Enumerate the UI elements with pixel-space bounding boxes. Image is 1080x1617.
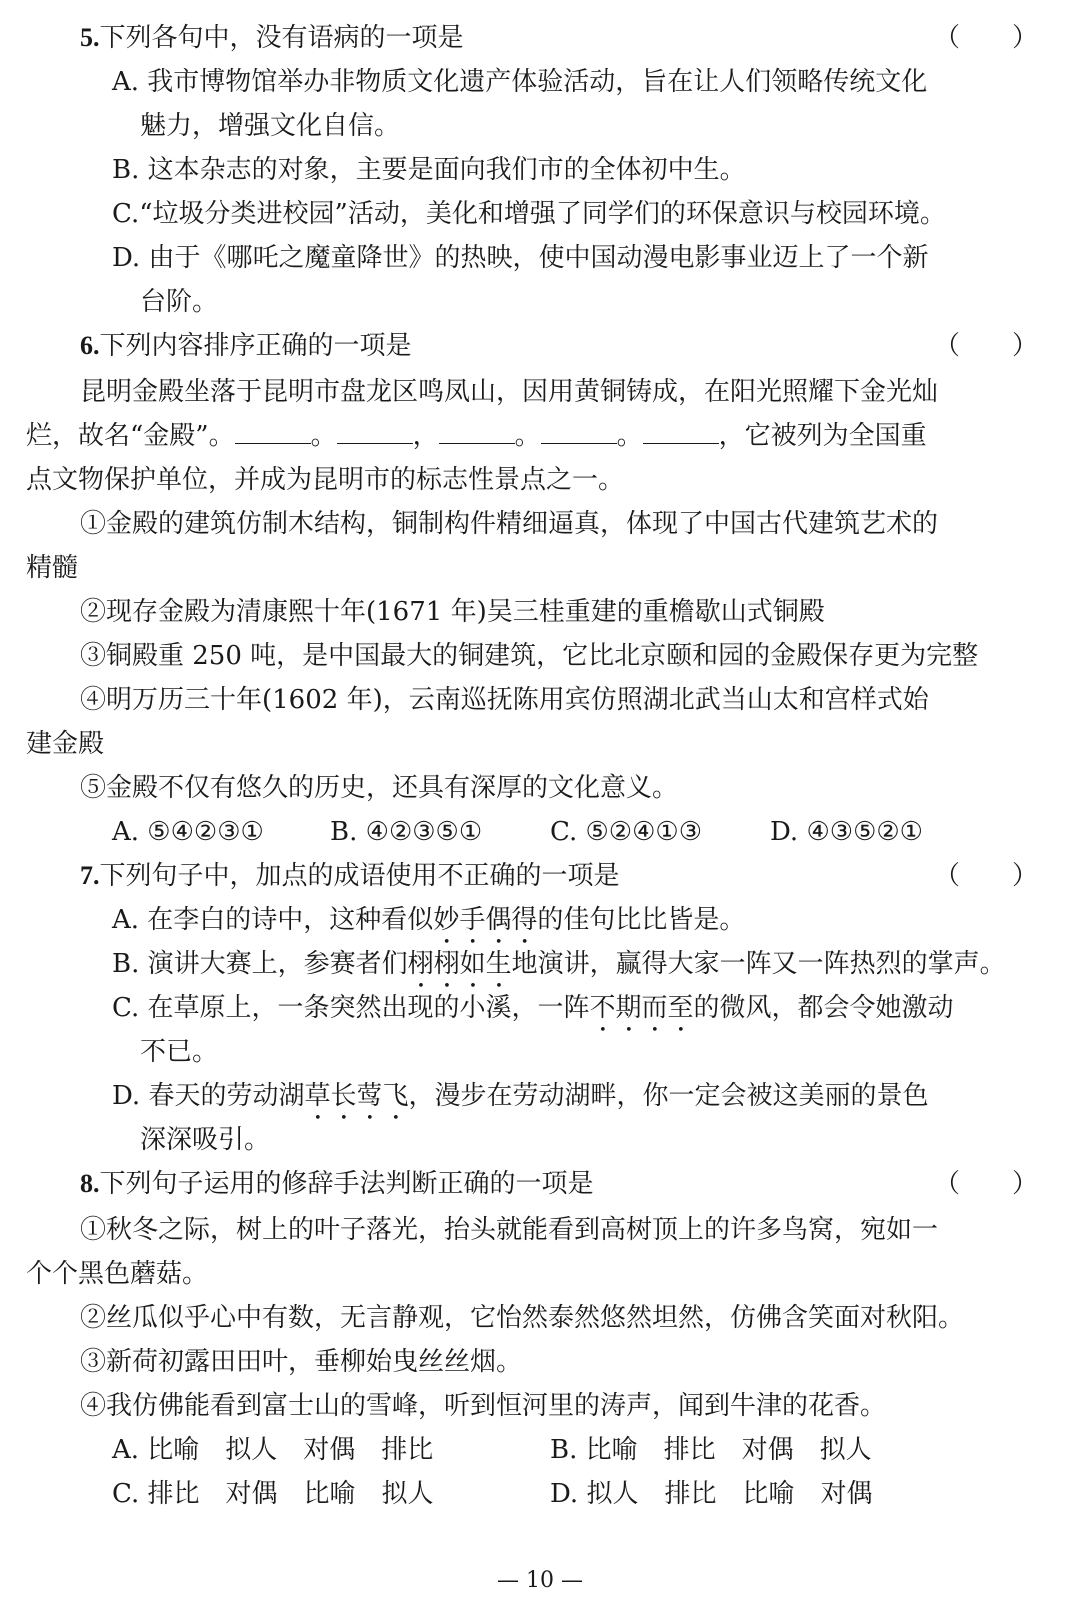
q6-blank-5[interactable] [643,423,719,444]
q6-blank-1[interactable] [235,423,311,444]
q6-stem-text: 下列内容排序正确的一项是 [99,331,412,361]
q5-option-a: A. 我市博物馆举办非物质文化遗产体验活动，旨在让人们领略传统文化 [112,67,928,97]
q6-sentence-2: ②现存金殿为清康熙十年(1671 年)吴三桂重建的重檐歇山式铜殿 [80,597,825,627]
q6-number: 6. [80,331,100,360]
q5-option-c: C.“垃圾分类进校园”活动，美化和增强了同学们的环保意识与校园环境。 [112,199,946,229]
q7-option-d-cont: 深深吸引。 [140,1125,271,1155]
q6-blank-4[interactable] [541,423,617,444]
q7-stem [80,858,620,894]
q6-blank-2[interactable] [337,423,413,444]
q6-passage-line3: 点文物保护单位，并成为昆明市的标志性景点之一。 [26,465,625,495]
q6-sentence-3: ③铜殿重 250 吨，是中国最大的铜建筑，它比北京颐和园的金殿保存更为完整 [80,641,979,671]
q6-passage-line2-start: 烂，故名“金殿”。 [26,421,235,451]
q5-option-d-cont: 台阶。 [140,287,219,317]
q7-b-idiom: 栩栩如生 [407,949,512,979]
q7-option-a [112,902,745,950]
q7-number: 7. [80,861,100,890]
q7-stem-text: 下列句子中，加点的成语使用不正确的一项是 [99,861,620,891]
q8-number: 8. [80,1169,100,1198]
q5-option-b: B. 这本杂志的对象，主要是面向我们市的全体初中生。 [112,155,746,185]
q8-sentence-2: ②丝瓜似乎心中有数，无言静观，它怡然泰然悠然坦然，仿佛含笑面对秋阳。 [80,1303,965,1333]
q7-c-text: C. 在草原上，一条突然出现的小溪，一阵 [112,993,590,1023]
q7-a-text-end: 的佳句比比皆是。 [537,905,746,935]
q5-number: 5. [80,23,100,52]
q6-blank-3[interactable] [439,423,515,444]
q6-option-a: A. ⑤④②③① [112,817,264,847]
q6-sentence-1: ①金殿的建筑仿制木结构，铜制构件精细逼真，体现了中国古代建筑艺术的 [80,509,939,539]
q8-sentence-1: ①秋冬之际，树上的叶子落光，抬头就能看到高树顶上的许多鸟窝，宛如一 [80,1215,939,1245]
q6-sentence-1-cont: 精髓 [26,553,79,583]
q7-answer-paren[interactable]: （ ） [934,861,1039,891]
q6-option-b: B. ④②③⑤① [330,817,483,847]
q8-option-d: D. 拟人 排比 比喻 对偶 [550,1479,873,1509]
q5-option-d: D. 由于《哪吒之魔童降世》的热映，使中国动漫电影事业迈上了一个新 [112,243,929,273]
q6-sentence-5: ⑤金殿不仅有悠久的历史，还具有深厚的文化意义。 [80,773,679,803]
q8-stem [80,1166,594,1202]
q7-option-c-cont: 不已。 [140,1037,219,1067]
q7-c-text-end: 的微风，都会令她激动 [693,993,954,1023]
q5-answer-paren[interactable]: （ ） [934,23,1039,53]
q8-sentence-1-cont: 个个黑色蘑菇。 [26,1259,209,1289]
q6-option-d: D. ④③⑤②① [770,817,923,847]
q6-passage-line2 [26,418,927,454]
q7-d-idiom: 草长莺飞 [304,1081,409,1111]
q6-stem [80,328,412,364]
q8-sentence-3: ③新荷初露田田叶，垂柳始曳丝丝烟。 [80,1347,523,1377]
q6-answer-paren[interactable]: （ ） [934,331,1039,361]
q7-b-text-end: 地演讲，赢得大家一阵又一阵热烈的掌声。 [511,949,1006,979]
q7-d-text: D. 春天的劳动湖 [112,1081,305,1111]
q6-sentence-4: ④明万历三十年(1602 年)，云南巡抚陈用宾仿照湖北武当山太和宫样式始 [80,685,929,715]
q8-answer-paren[interactable]: （ ） [934,1169,1039,1199]
q8-sentence-4: ④我仿佛能看到富士山的雪峰，听到恒河里的涛声，闻到牛津的花香。 [80,1391,887,1421]
q6-passage-line2-end: ，它被列为全国重 [718,421,927,451]
q7-d-text-end: ，漫步在劳动湖畔，你一定会被这美丽的景色 [408,1081,929,1111]
q6-sentence-4-cont: 建金殿 [26,729,105,759]
q8-stem-text: 下列句子运用的修辞手法判断正确的一项是 [99,1169,594,1199]
q6-sep-2: ， [412,421,439,451]
q7-b-text: B. 演讲大赛上，参赛者们 [112,949,408,979]
q5-stem [80,20,464,56]
q6-passage-line1: 昆明金殿坐落于昆明市盘龙区鸣凤山，因用黄铜铸成，在阳光照耀下金光灿 [80,377,939,407]
q8-option-c: C. 排比 对偶 比喻 拟人 [112,1479,434,1509]
q5-option-a-cont: 魅力，增强文化自信。 [140,111,401,141]
q7-option-c [112,990,954,1038]
q8-option-a: A. 比喻 拟人 对偶 排比 [112,1435,434,1465]
q6-sep-1: 。 [310,421,337,451]
q5-stem-text: 下列各句中，没有语病的一项是 [99,23,464,53]
q7-option-b [112,946,1006,994]
q6-sep-4: 。 [616,421,643,451]
q7-a-idiom: 妙手偶得 [433,905,538,935]
q8-option-b: B. 比喻 排比 对偶 拟人 [550,1435,872,1465]
q6-option-c: C. ⑤②④①③ [550,817,703,847]
page-number: — 10 — [497,1568,583,1593]
q7-option-d [112,1078,928,1126]
q6-sep-3: 。 [514,421,541,451]
q7-c-idiom: 不期而至 [589,993,694,1023]
q7-a-text: A. 在李白的诗中，这种看似 [112,905,434,935]
